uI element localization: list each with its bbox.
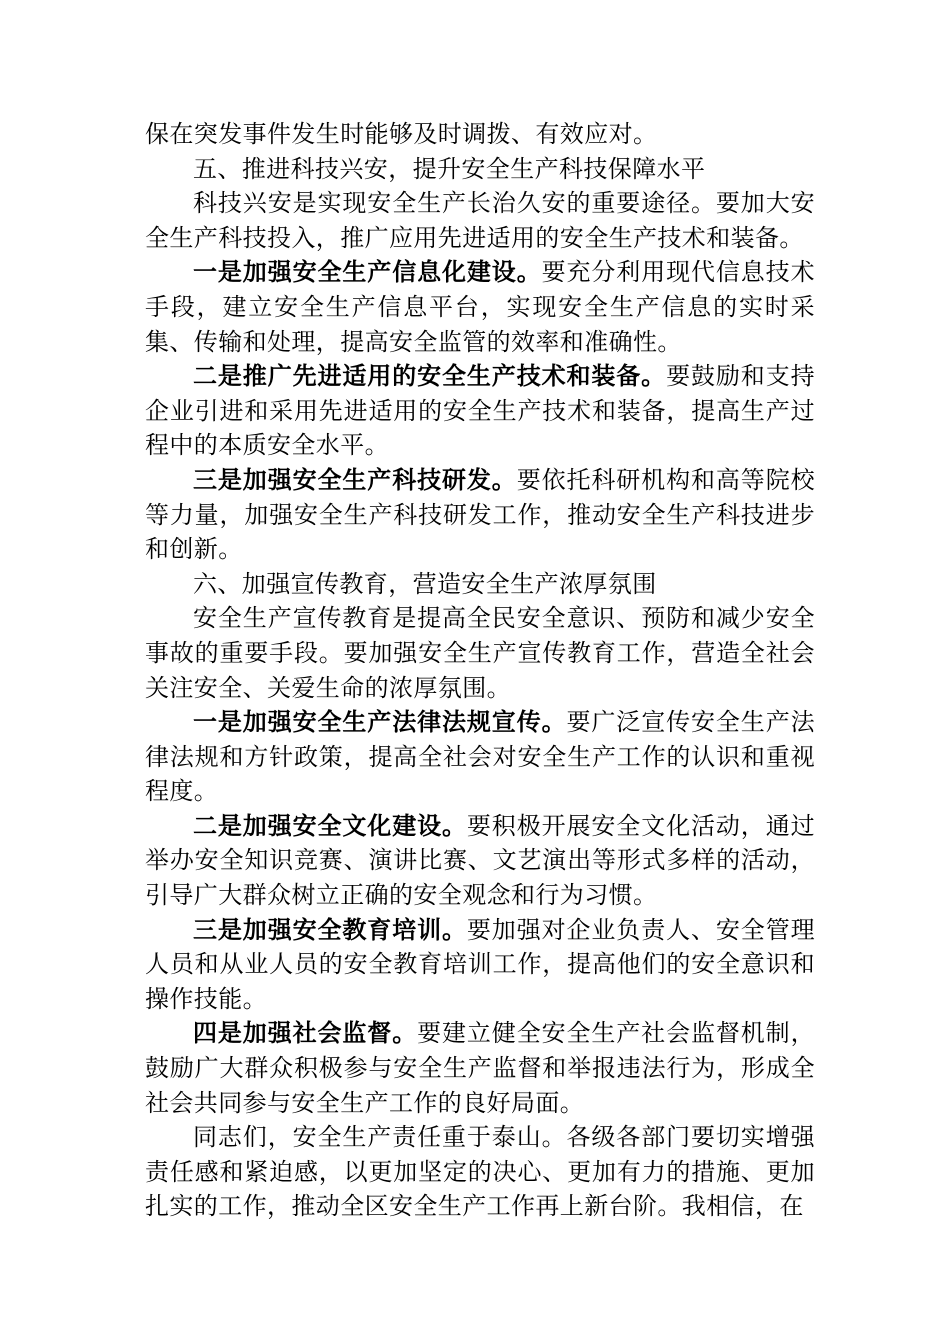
paragraph-text: 要积极开展安全文化活动，通过举办安全知识竞赛、演讲比赛、文艺演出等形式多样的活动，引导广大群众树立正确的安全观念和行为习惯。	[145, 811, 815, 910]
paragraph-lead: 三是加强安全教育培训。	[193, 915, 467, 944]
paragraph-text: 要充分利用现代信息技术手段，建立安全生产信息平台，实现安全生产信息的实时采集、传输和处理，提高安全监管的效率和准确性。	[145, 258, 815, 356]
paragraph-continuation	[145, 117, 815, 152]
paragraph-item-6-3	[145, 913, 815, 1017]
paragraph-item-6-1	[145, 705, 815, 809]
paragraph-text: 要建立健全安全生产社会监督机制，鼓励广大群众积极参与安全生产监督和举报违法行为，形成全社会共同参与安全生产工作的良好局面。	[145, 1019, 815, 1117]
heading-text: 六、加强宣传教育，营造安全生产浓厚氛围	[193, 569, 657, 598]
paragraph-text: 要依托科研机构和高等院校等力量，加强安全生产科技研发工作，推动安全生产科技进步和创新。	[145, 465, 815, 564]
paragraph-intro-5	[145, 186, 815, 255]
heading-text: 五、推进科技兴安，提升安全生产科技保障水平	[193, 154, 706, 183]
paragraph-closing	[145, 1120, 815, 1224]
paragraph-item-5-1	[145, 255, 815, 359]
paragraph-text: 同志们，安全生产责任重于泰山。各级各部门要切实增强责任感和紧迫感，以更加坚定的决心、更加有力的措施、更加扎实的工作，推动全区安全生产工作再上新台阶。我相信，在	[145, 1123, 815, 1221]
paragraph-item-5-2	[145, 359, 815, 463]
document-page	[145, 117, 815, 1224]
paragraph-intro-6	[145, 601, 815, 705]
paragraph-text: 要广泛宣传安全生产法律法规和方针政策，提高全社会对安全生产工作的认识和重视程度。	[145, 708, 815, 806]
paragraph-text: 安全生产宣传教育是提高全民安全意识、预防和减少安全事故的重要手段。要加强安全生产宣传教育工作，营造全社会关注安全、关爱生命的浓厚氛围。	[145, 604, 815, 702]
paragraph-text: 要鼓励和支持企业引进和采用先进适用的安全生产技术和装备，提高生产过程中的本质安全水平。	[145, 362, 815, 460]
section-heading-5	[145, 152, 815, 187]
paragraph-lead: 二是加强安全文化建设。	[193, 811, 467, 840]
paragraph-lead: 一是加强安全生产信息化建设。	[193, 258, 542, 287]
paragraph-lead: 二是推广先进适用的安全生产技术和装备。	[193, 362, 667, 391]
paragraph-lead: 三是加强安全生产科技研发。	[193, 465, 517, 494]
paragraph-item-6-2	[145, 809, 815, 913]
paragraph-lead: 一是加强安全生产法律法规宣传。	[193, 708, 567, 737]
paragraph-item-5-3	[145, 463, 815, 567]
paragraph-text: 保在突发事件发生时能够及时调拨、有效应对。	[145, 120, 658, 148]
paragraph-text: 要加强对企业负责人、安全管理人员和从业人员的安全教育培训工作，提高他们的安全意识和操作技能。	[145, 915, 815, 1013]
paragraph-text: 科技兴安是实现安全生产长治久安的重要途径。要加大安全生产科技投入，推广应用先进适用的安全生产技术和装备。	[145, 189, 815, 252]
section-heading-6	[145, 567, 815, 602]
paragraph-lead: 四是加强社会监督。	[193, 1019, 418, 1048]
paragraph-item-6-4	[145, 1016, 815, 1120]
